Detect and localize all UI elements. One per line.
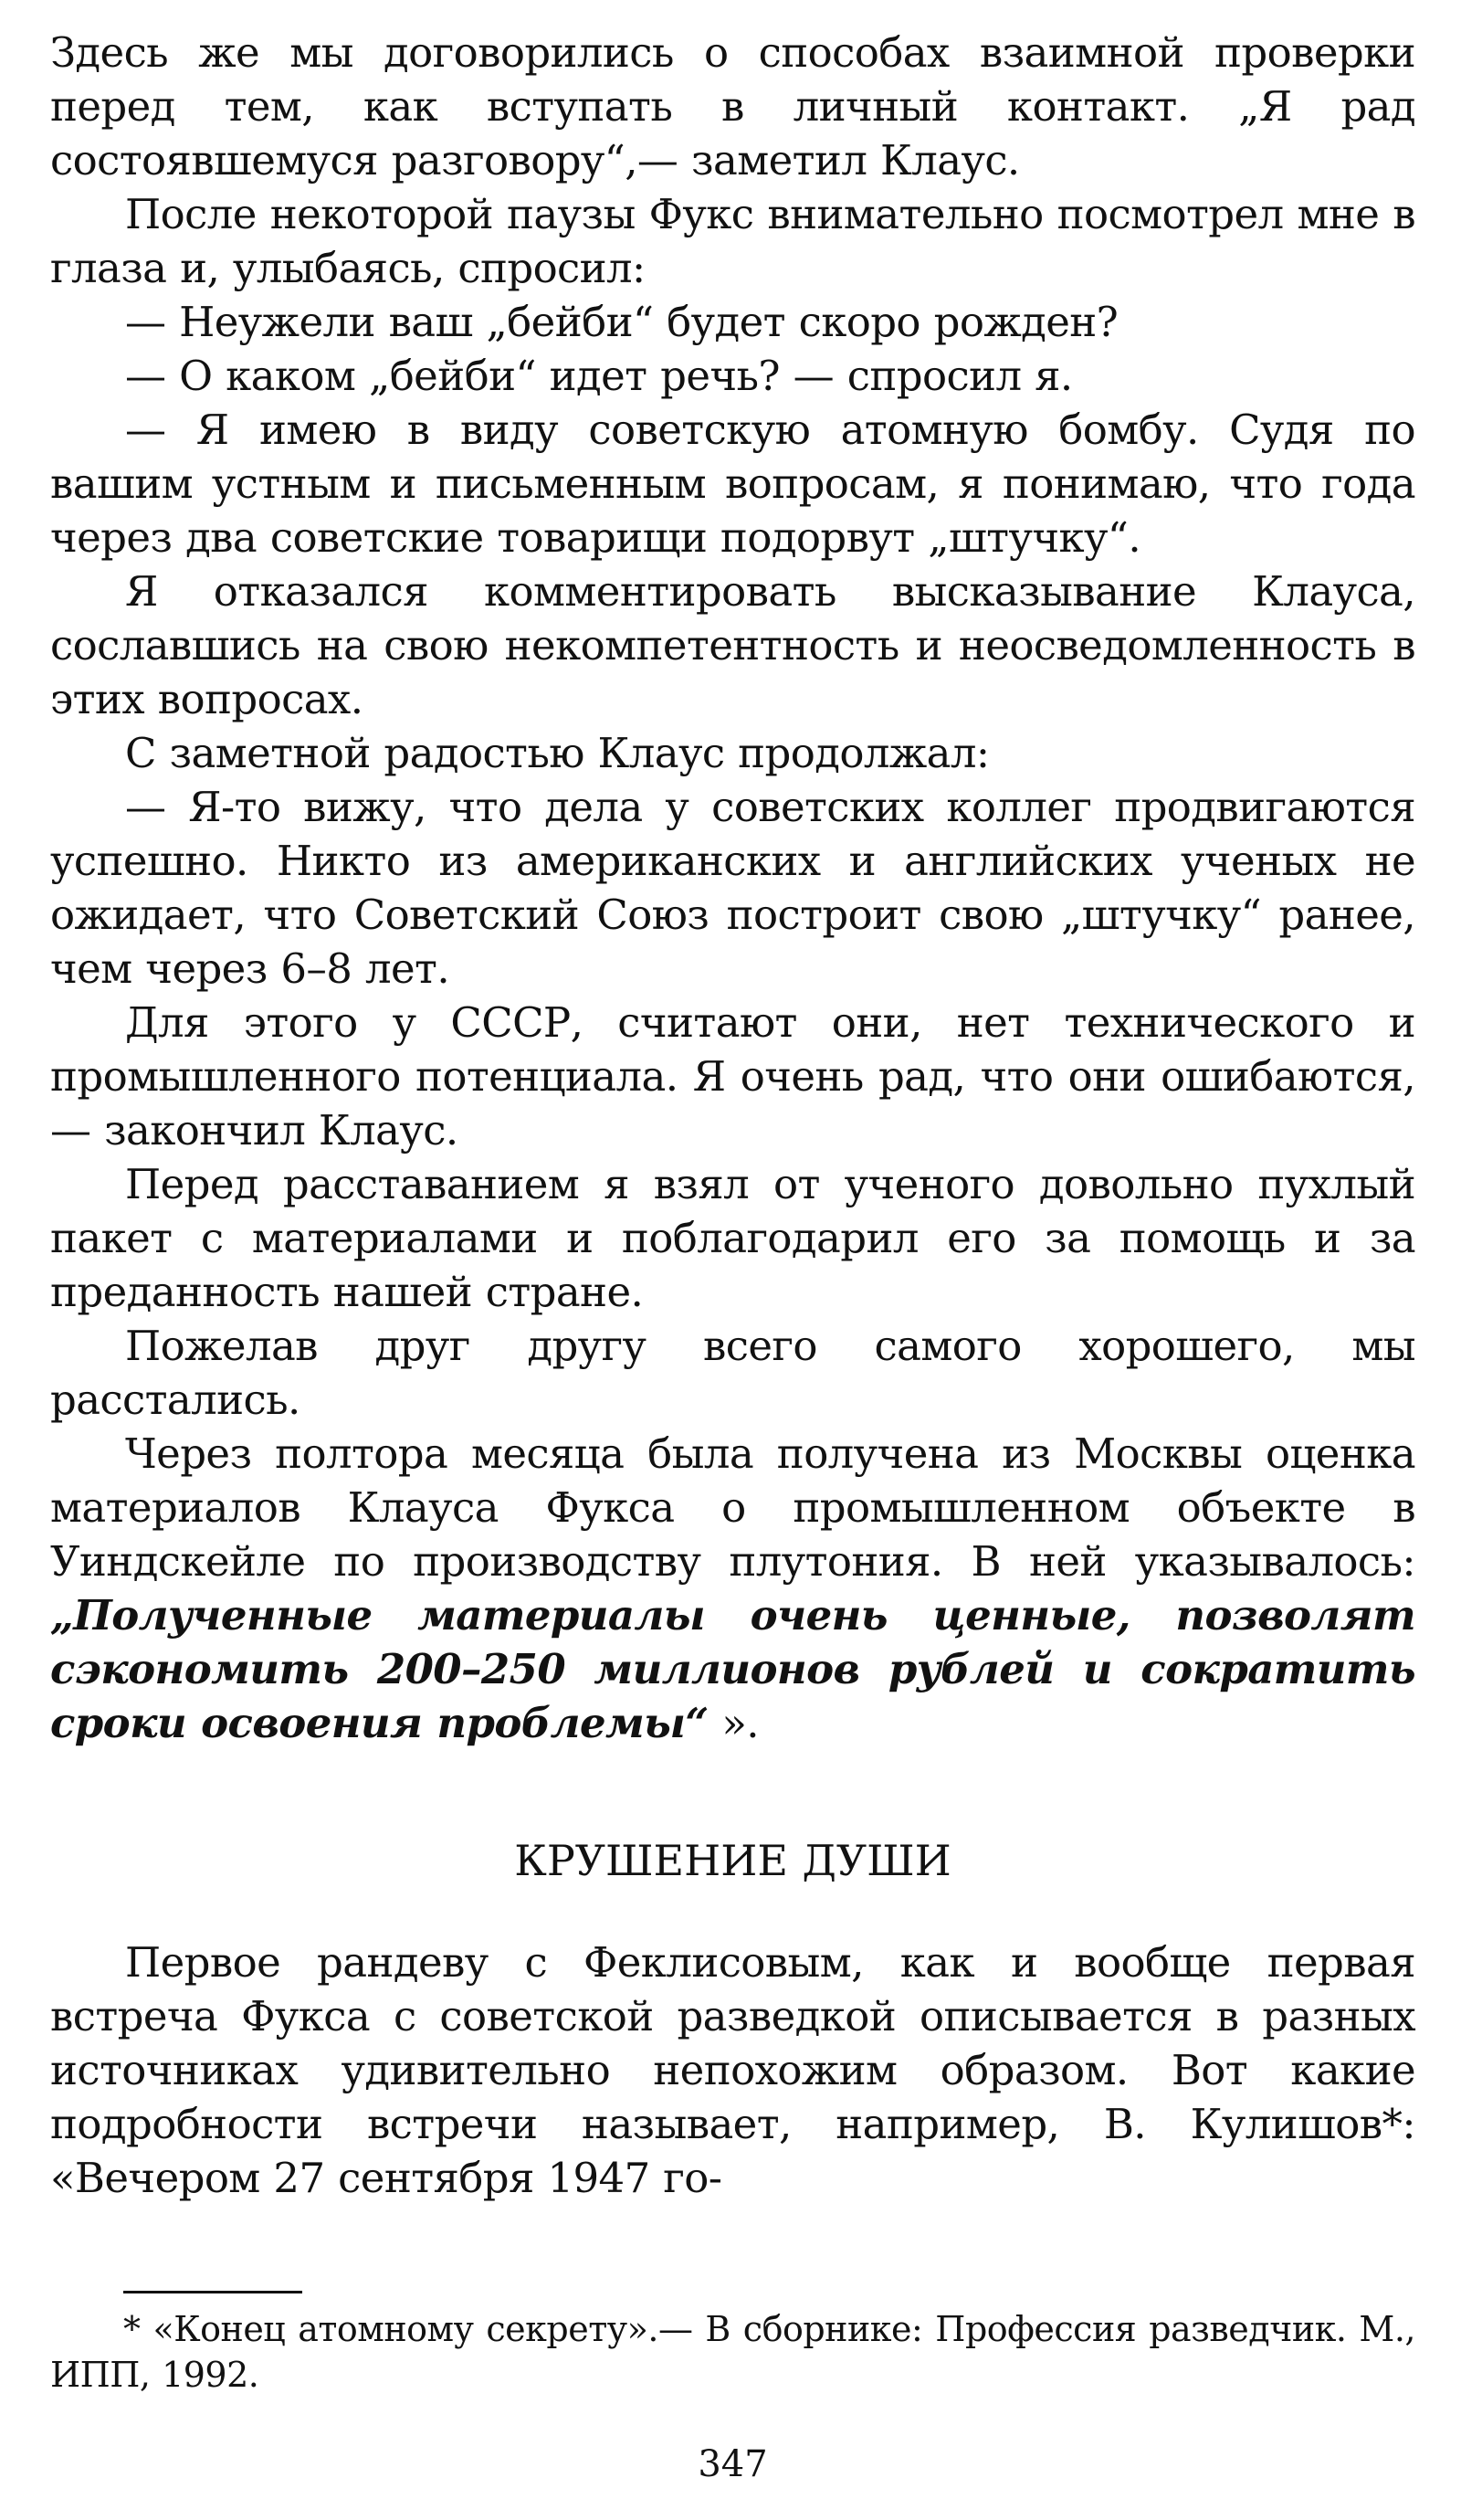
paragraph-farewell: Пожелав друг другу всего самого хорошего, мы расстались.	[50, 1322, 1415, 1424]
page-number: 347	[698, 2443, 768, 2485]
paragraph-potential: Для этого у СССР, считают они, нет технического и промышленного потенциала. Я очень рад, что они ошибаются,— закончил Клаус.	[50, 998, 1415, 1155]
paragraph-refused-comment: Я отказался комментировать высказывание Клауса, сославшись на свою некомпетентность и неосведомленность в этих вопросах.	[50, 567, 1415, 723]
footnote-divider	[123, 2291, 302, 2293]
dialogue-progress: — Я-то вижу, что дела у советских коллег продвигаются успешно. Никто из американских и английских ученых не ожидает, что Советский Союз построит свою „штучку“ ранее, чем через 6–8 лет.	[50, 783, 1415, 993]
paragraph-parting-package: Перед расставанием я взял от ученого довольно пухлый пакет с материалами и поблагодарил его за помощь и за преданность нашей стране.	[50, 1160, 1415, 1316]
assessment-quote: „Полученные материалы очень ценные, позволят сэкономить 200–250 миллионов рублей и сократить сроки освоения проблемы“	[50, 1591, 1415, 1747]
assessment-closing: ».	[708, 1699, 759, 1747]
paragraph-first-rendezvous: Первое рандеву с Феклисовым, как и вообще первая встреча Фукса с советской разведкой описывается в разных источниках удивительно непохожим образом. Вот какие подробности встречи называет, например, В. Кулишов*: «Вечером 27 сентября 1947 го-	[50, 1938, 1415, 2202]
paragraph-assessment	[50, 1427, 1415, 1750]
book-page	[50, 26, 1415, 2492]
footnote: * «Конец атомному секрету».— В сборнике: Профессия разведчик. М., ИПП, 1992.	[50, 2309, 1415, 2395]
dialogue-which-baby: — О каком „бейби“ идет речь? — спросил я.	[125, 352, 1073, 400]
assessment-intro: Через полтора месяца была получена из Москвы оценка материалов Клауса Фукса о промышленном объекте в Уиндскейле по производству плутония. В ней указывалось:	[50, 1429, 1415, 1586]
dialogue-atomic-bomb: — Я имею в виду советскую атомную бомбу. Судя по вашим устным и письменным вопросам, я понимаю, что года через два советские товарищи подорвут „штучку“.	[50, 406, 1415, 562]
section-heading: КРУШЕНИЕ ДУШИ	[514, 1836, 951, 1885]
paragraph-pause: После некоторой паузы Фукс внимательно посмотрел мне в глаза и, улыбаясь, спросил:	[50, 190, 1415, 292]
paragraph-verification: Здесь же мы договорились о способах взаимной проверки перед тем, как вступать в личный контакт. „Я рад состоявшемуся разговору“,— заметил Клаус.	[50, 28, 1415, 185]
paragraph-continued: С заметной радостью Клаус продолжал:	[125, 729, 990, 777]
dialogue-baby-question: — Неужели ваш „бейби“ будет скоро рожден?	[125, 298, 1119, 346]
